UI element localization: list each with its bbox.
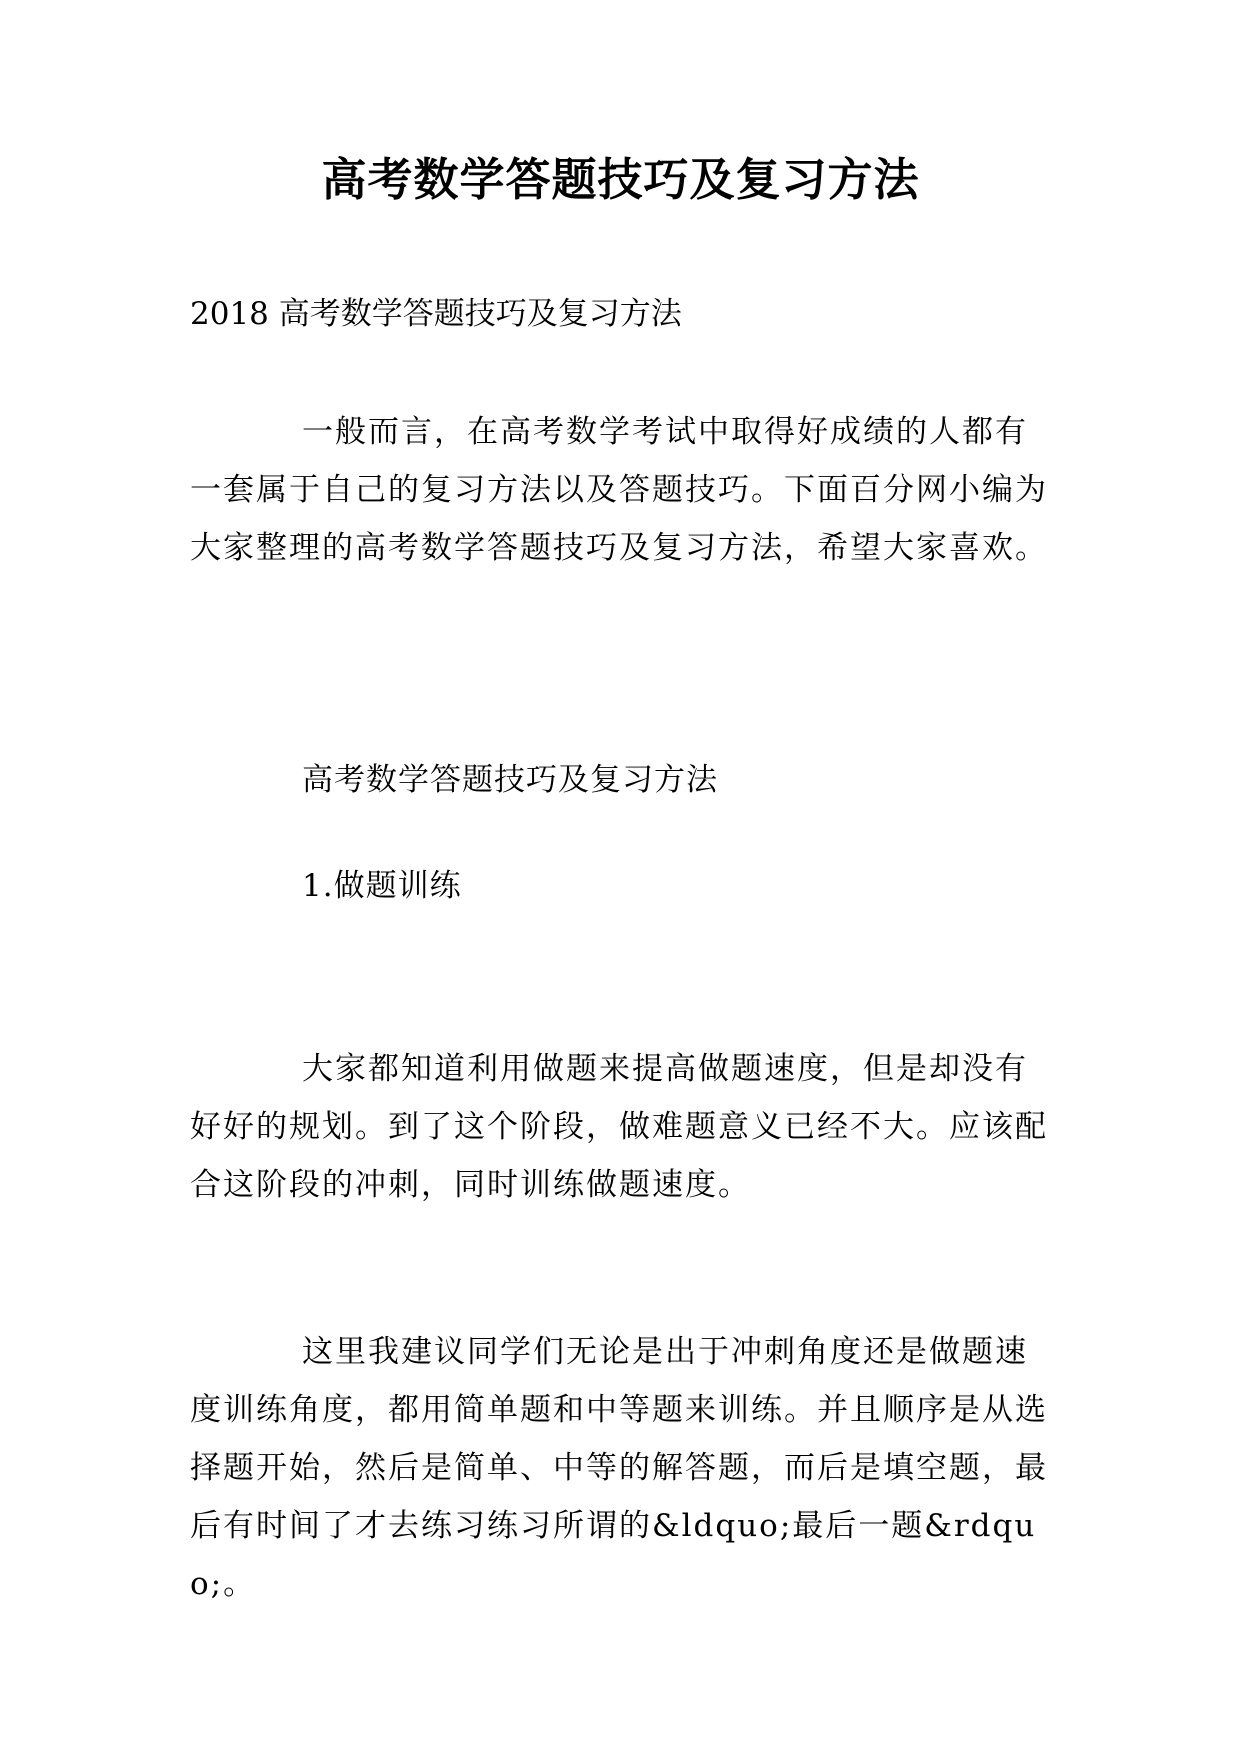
- body-paragraph-2: 这里我建议同学们无论是出于冲刺角度还是做题速度训练角度，都用简单题和中等题来训练。并且顺序是从选择题开始，然后是简单、中等的解答题，而后是填空题，最后有时间了才去练习练习所谓的&ldquo;最后一题&rdquo;。: [190, 1334, 1048, 1602]
- body-paragraph-1: 大家都知道利用做题来提高做题速度，但是却没有好好的规划。到了这个阶段，做难题意义已经不大。应该配合这阶段的冲刺，同时训练做题速度。: [190, 1051, 1048, 1203]
- document-title: 高考数学答题技巧及复习方法: [321, 153, 920, 206]
- section-heading: 高考数学答题技巧及复习方法: [302, 762, 718, 798]
- intro-paragraph: 一般而言，在高考数学考试中取得好成绩的人都有一套属于自己的复习方法以及答题技巧。下面百分网小编为大家整理的高考数学答题技巧及复习方法，希望大家喜欢。: [190, 414, 1048, 566]
- document-subtitle: 2018 高考数学答题技巧及复习方法: [190, 296, 682, 332]
- item-heading: 1.做题训练: [302, 868, 462, 904]
